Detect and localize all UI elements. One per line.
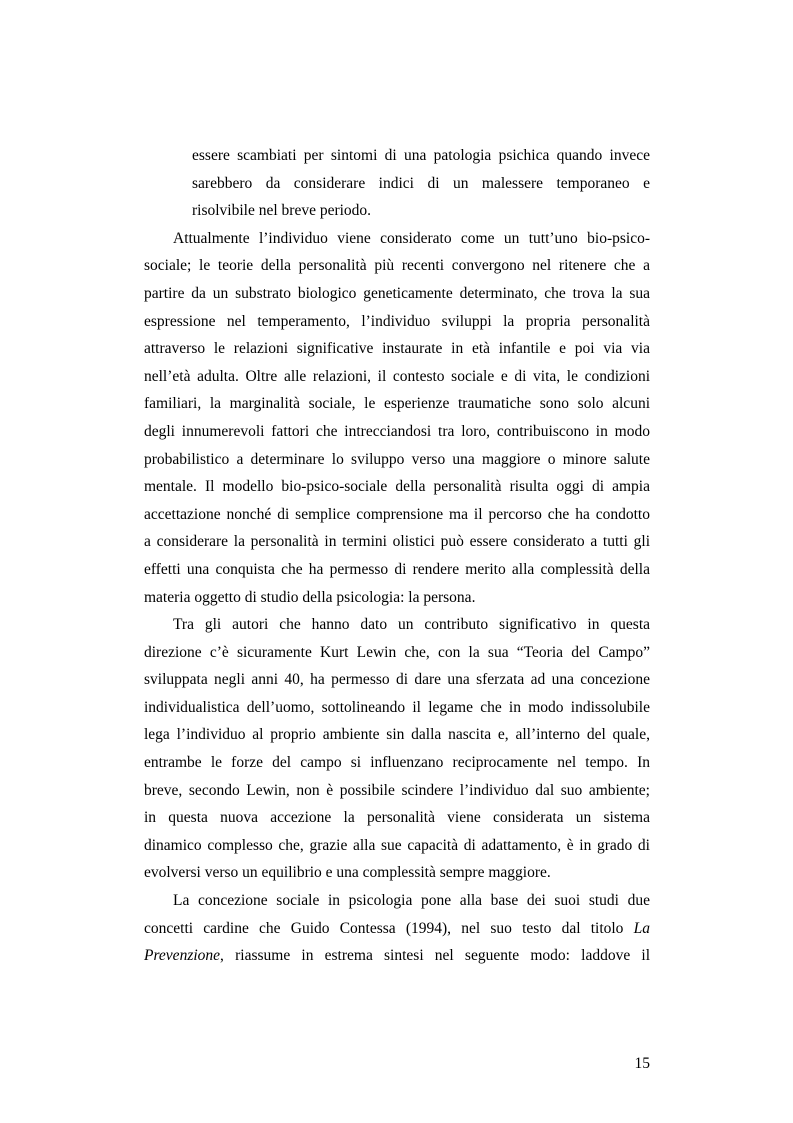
paragraph-line: entrambe le forze del campo si influenzano reciprocamente nel tempo. In	[144, 754, 650, 772]
paragraph-line: attraverso le relazioni significative instaurate in età infantile e poi via via	[144, 340, 650, 358]
paragraph-line: evolversi verso un equilibrio e una complessità sempre maggiore.	[144, 864, 551, 882]
paragraph-line: lega l’individuo al proprio ambiente sin dalla nascita e, all’interno del quale,	[144, 726, 650, 744]
paragraph-line: familiari, la marginalità sociale, le esperienze traumatiche sono solo alcuni	[144, 395, 650, 413]
paragraph-line: La concezione sociale in psicologia pone alla base dei suoi studi due	[173, 892, 650, 910]
paragraph-line	[144, 942, 650, 970]
quote-line: sarebbero da considerare indici di un malessere temporaneo e	[192, 174, 650, 192]
paragraph-line: degli innumerevoli fattori che intrecciandosi tra loro, contribuiscono in modo	[144, 422, 650, 440]
paragraph-line: espressione nel temperamento, l’individuo sviluppi la propria personalità	[144, 312, 650, 330]
paragraph-line: Tra gli autori che hanno dato un contributo significativo in questa	[173, 616, 650, 634]
body-text	[144, 142, 650, 970]
paragraph-line: accettazione nonché di semplice comprensione ma il percorso che ha condotto	[144, 505, 650, 523]
paragraph-line: sviluppata negli anni 40, ha permesso di dare una sferzata ad una concezione	[144, 671, 650, 689]
page-number: 15	[634, 1055, 650, 1072]
paragraph-line: effetti una conquista che ha permesso di rendere merito alla complessità della	[144, 560, 650, 578]
paragraph-line: in questa nuova accezione la personalità viene considerata un sistema	[144, 809, 650, 827]
paragraph-line: individualistica dell’uomo, sottolineando il legame che in modo indissolubile	[144, 698, 650, 716]
book-title-italic: Prevenzione	[144, 947, 221, 965]
book-title-italic: La	[633, 919, 650, 937]
paragraph-text: concetti cardine che Guido Contessa (1994), nel suo testo dal titolo	[144, 919, 634, 937]
paragraph-line: direzione c’è sicuramente Kurt Lewin che, con la sua “Teoria del Campo”	[144, 643, 650, 661]
paragraph-line: nell’età adulta. Oltre alle relazioni, il contesto sociale e di vita, le condizioni	[144, 367, 650, 385]
paragraph-line: Attualmente l’individuo viene considerato come un tutt’uno bio-psico-	[173, 229, 650, 247]
paragraph-line: a considerare la personalità in termini olistici può essere considerato a tutti gli	[144, 533, 650, 551]
paragraph-line: probabilistico a determinare lo sviluppo verso una maggiore o minore salute	[144, 450, 650, 468]
quote-line: essere scambiati per sintomi di una patologia psichica quando invece	[192, 147, 650, 164]
paragraph-line: sociale; le teorie della personalità più recenti convergono nel ritenere che a	[144, 257, 650, 275]
quote-line: risolvibile nel breve periodo.	[192, 202, 372, 220]
paragraph-text: , riassume in estrema sintesi nel seguente modo: laddove il	[220, 947, 650, 965]
paragraph-line: dinamico complesso che, grazie alla sue capacità di adattamento, è in grado di	[144, 836, 650, 854]
paragraph-line: mentale. Il modello bio-psico-sociale della personalità risulta oggi di ampia	[144, 478, 650, 496]
paragraph-line: materia oggetto di studio della psicologia: la persona.	[144, 588, 476, 606]
paragraph-line: breve, secondo Lewin, non è possibile scindere l’individuo dal suo ambiente;	[144, 781, 650, 799]
paragraph-line: partire da un substrato biologico geneticamente determinato, che trova la sua	[144, 284, 650, 302]
paragraph-line	[144, 915, 650, 943]
